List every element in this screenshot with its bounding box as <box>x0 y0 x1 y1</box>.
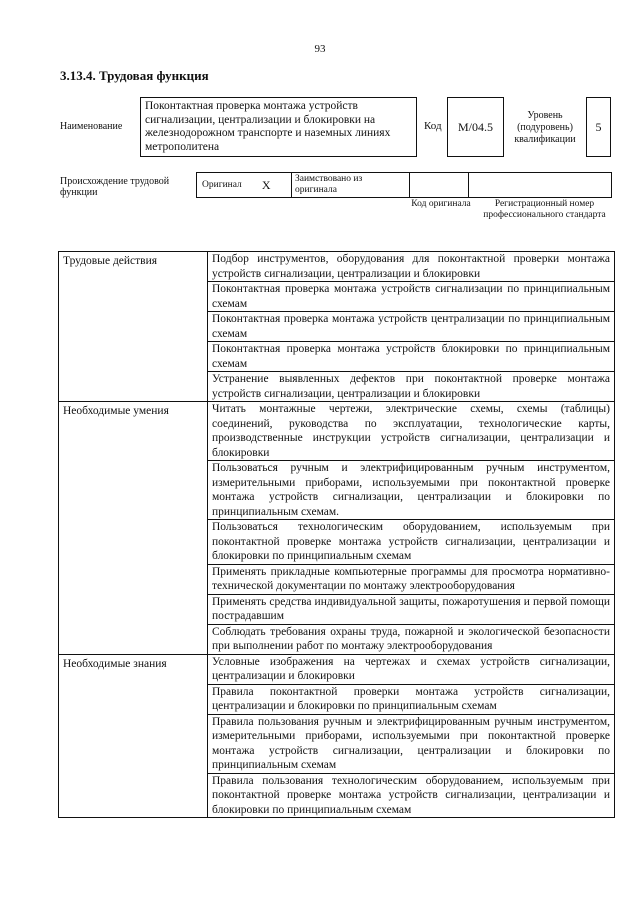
code-label: Код <box>424 120 442 132</box>
section-title-cell: Необходимые умения <box>59 402 208 655</box>
code-box <box>447 97 504 157</box>
code-original-label: Код оригинала <box>411 199 471 209</box>
level-box <box>586 97 611 157</box>
reg-number-label: Регистрационный номер профессионального стандарта <box>483 199 606 220</box>
level-label: Уровень (подуровень) квалификации <box>514 110 576 145</box>
reg-number-cell <box>469 173 611 197</box>
page-number: 93 <box>314 43 326 55</box>
list-item: Правила пользования ручным и электрифицированным ручным инструментом, измерительными приборами, используемыми при поконтактной проверке монтажа устройств сигнализации, централизации и блокировки по принципиальным схемам <box>208 714 615 773</box>
list-item: Поконтактная проверка монтажа устройств блокировки по принципиальным схемам <box>208 342 615 372</box>
original-cell <box>197 173 292 197</box>
origin-row <box>196 172 612 198</box>
list-item: Применять средства индивидуальной защиты, пожаротушения и первой помощи пострадавшим <box>208 594 615 624</box>
borrowed-label: Заимствовано из оригинала <box>295 174 363 195</box>
section-title: 3.13.4. Трудовая функция <box>60 68 209 83</box>
original-mark: X <box>261 177 271 192</box>
function-name-box <box>140 97 417 157</box>
level-value: 5 <box>595 119 602 134</box>
list-item: Правила поконтактной проверки монтажа устройств сигнализации, централизации и блокировки по принципиальным схемам <box>208 684 615 714</box>
borrowed-cell <box>292 173 410 197</box>
list-item: Поконтактная проверка монтажа устройств сигнализации по принципиальным схемам <box>208 282 615 312</box>
code-original-cell <box>410 173 469 197</box>
table-row <box>59 654 615 684</box>
list-item: Подбор инструментов, оборудования для поконтактной проверки монтажа устройств сигнализации, централизации и блокировки <box>208 252 615 282</box>
list-item: Пользоваться технологическим оборудованием, используемым при поконтактной проверке монтажа устройств сигнализации, централизации и блокировки по принципиальным схемам <box>208 520 615 565</box>
list-item: Устранение выявленных дефектов при поконтактной проверке монтажа устройств сигнализации, централизации и блокировки <box>208 372 615 402</box>
list-item: Поконтактная проверка монтажа устройств централизации по принципиальным схемам <box>208 312 615 342</box>
original-label: Оригинал <box>202 179 242 190</box>
list-item: Условные изображения на чертежах и схемах устройств сигнализации, централизации и блокировки <box>208 654 615 684</box>
list-item: Пользоваться ручным и электрифицированным ручным инструментом, измерительными приборами, используемыми при поконтактной проверке монтажа устройств сигнализации, централизации и блокировки по принципиальным схемам. <box>208 461 615 520</box>
code-value: M/04.5 <box>457 119 493 134</box>
competency-table <box>58 251 615 818</box>
list-item: Применять прикладные компьютерные программы для просмотра нормативно-технической документации по монтажу электрооборудования <box>208 564 615 594</box>
list-item: Соблюдать требования охраны труда, пожарной и экологической безопасности при выполнении работ по монтажу электрооборудования <box>208 624 615 654</box>
name-label: Наименование <box>60 121 123 132</box>
function-name-value: Поконтактная проверка монтажа устройств сигнализации, централизации и блокировки на железнодорожном транспорте и наземных линиях метрополитена <box>145 100 391 153</box>
origin-label: Происхождение трудовой функции <box>60 176 170 198</box>
list-item: Правила пользования технологическим оборудованием, используемым при поконтактной проверке монтажа устройств сигнализации, централизации и блокировки по принципиальным схемам <box>208 773 615 818</box>
section-title-cell: Трудовые действия <box>59 252 208 402</box>
table-row <box>59 402 615 461</box>
list-item: Читать монтажные чертежи, электрические схемы, схемы (таблицы) соединений, руководства по эксплуатации, технологические карты, производственные инструкции устройств сигнализации, централизации и блокировки <box>208 402 615 461</box>
section-title-cell: Необходимые знания <box>59 654 208 818</box>
table-row <box>59 252 615 282</box>
